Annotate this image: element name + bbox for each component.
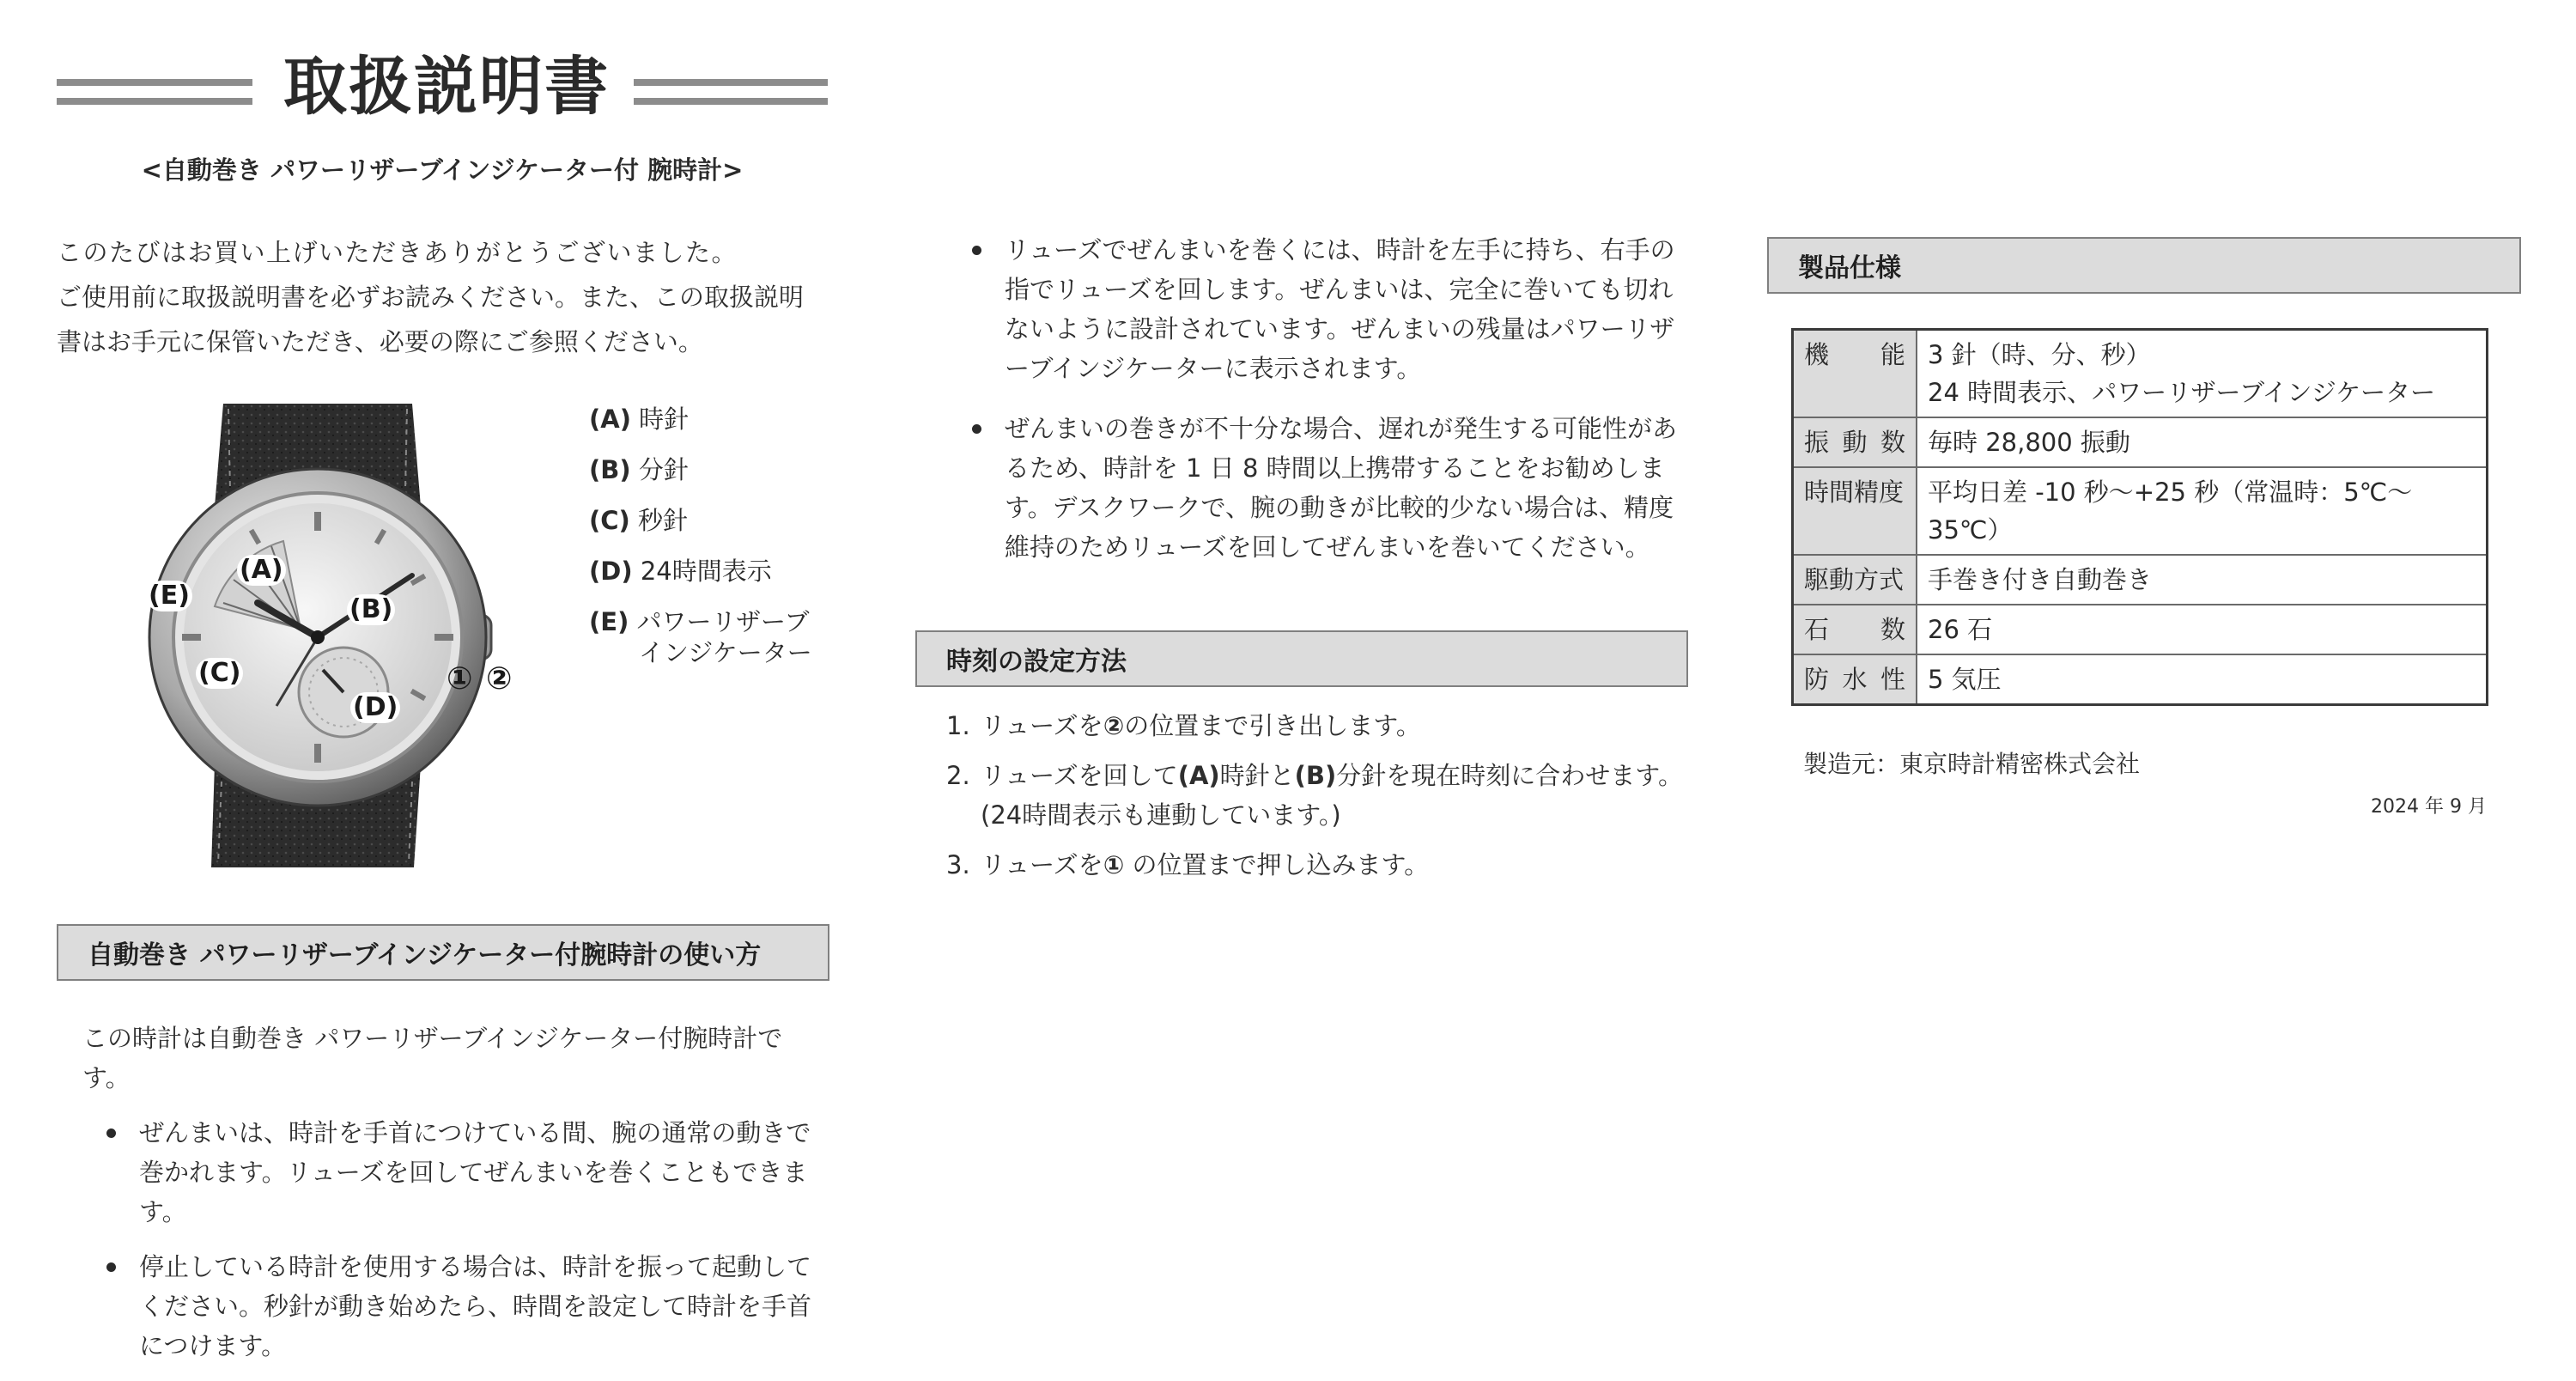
manufacturer: 製造元：東京時計精密株式会社 bbox=[1803, 750, 2141, 778]
title-rule-right-top bbox=[634, 79, 828, 86]
title-rule-left-bottom bbox=[57, 98, 252, 105]
legend-item-e bbox=[589, 606, 847, 668]
usage-intro: この時計は自動巻き パワーリザーブインジケーター付腕時計です。 bbox=[82, 1024, 783, 1092]
title-rule-left-top bbox=[57, 79, 252, 86]
spec-row-vibration bbox=[1793, 417, 2488, 467]
usage-bullet-1: ぜんまいは、時計を手首につけている間、腕の通常の動きで巻かれます。リューズを回してぜんまいを巻くこともできます。 bbox=[103, 1113, 829, 1232]
callout-b: (B) bbox=[347, 594, 395, 625]
spec-key: 時間精度 bbox=[1793, 467, 1917, 555]
usage-section-body bbox=[82, 1019, 829, 1381]
legend-item-d bbox=[589, 556, 847, 587]
intro-line-1: このたびはお買い上げいただきありがとうございました。 bbox=[57, 238, 738, 267]
spec-value-line1: 3 針（時、分、秒） bbox=[1928, 340, 2151, 369]
page-subtitle: <自動巻き パワーリザーブインジケーター付 腕時計> bbox=[141, 155, 744, 185]
spec-value: 手巻き付き自動巻き bbox=[1917, 555, 2488, 605]
crown-position-mark: ① bbox=[1103, 850, 1125, 879]
usage-bullet-2: 停止している時計を使用する場合は、時計を振って起動してください。秒針が動き始めたら、時間を設定して時計を手首につけます。 bbox=[103, 1247, 829, 1366]
spec-table bbox=[1791, 328, 2488, 706]
title-rule-right-bottom bbox=[634, 98, 828, 105]
callout-a: (A) bbox=[237, 555, 286, 586]
callout-c: (C) bbox=[196, 658, 243, 689]
spec-value bbox=[1917, 330, 2488, 418]
step-text: の位置まで押し込みます。 bbox=[1124, 850, 1430, 879]
spec-value: 26 石 bbox=[1917, 605, 2488, 654]
legend-item-a bbox=[589, 404, 847, 435]
spec-key: 石 数 bbox=[1793, 605, 1917, 654]
step-text: リューズを bbox=[981, 711, 1103, 740]
time-setting-header: 時刻の設定方法 bbox=[915, 630, 1688, 687]
spec-value: 平均日差 -10 秒～+25 秒（常温時：5℃～35℃） bbox=[1917, 467, 2488, 555]
spec-row-drive bbox=[1793, 555, 2488, 605]
spec-value: 毎時 28,800 振動 bbox=[1917, 417, 2488, 467]
crown-position-mark: ② bbox=[1103, 711, 1125, 740]
middle-bullet-2: ぜんまいの巻きが不十分な場合、遅れが発生する可能性があるため、時計を 1 日 8 時間以上携帯することをお勧めします。デスクワークで、腕の動きが比較的少ない場合は、精度維持のためリューズを回してぜんまいを巻いてください。 bbox=[969, 409, 1693, 567]
crown-position-1: ① bbox=[447, 661, 473, 697]
legend-label-line2: インジケーター bbox=[639, 638, 812, 667]
legend-key: (D) bbox=[589, 557, 633, 586]
step-1 bbox=[946, 706, 1702, 745]
step-note: (24時間表示も連動しています。) bbox=[981, 800, 1341, 830]
spec-value-line2: 24 時間表示、パワーリザーブインジケーター bbox=[1928, 378, 2436, 407]
step-3 bbox=[946, 845, 1702, 885]
hand-ref-b: (B) bbox=[1294, 761, 1337, 790]
legend-label: 秒針 bbox=[638, 506, 689, 535]
legend-label: 24時間表示 bbox=[640, 557, 772, 586]
spec-key: 振動数 bbox=[1793, 417, 1917, 467]
publication-date: 2024 年 9 月 bbox=[2371, 796, 2487, 818]
legend-item-c bbox=[589, 505, 847, 536]
legend-label: 分針 bbox=[638, 455, 689, 484]
step-text: リューズを bbox=[981, 850, 1103, 879]
spec-key: 機 能 bbox=[1793, 330, 1917, 418]
spec-row-function bbox=[1793, 330, 2488, 418]
spec-row-jewels bbox=[1793, 605, 2488, 654]
legend-key: (C) bbox=[589, 506, 630, 535]
crown-winding-notes bbox=[969, 230, 1693, 582]
intro-line-2: ご使用前に取扱説明書を必ずお読みください。また、この取扱説明 bbox=[57, 283, 805, 312]
legend-key: (A) bbox=[589, 405, 631, 434]
usage-section-header: 自動巻き パワーリザーブインジケーター付腕時計の使い方 bbox=[57, 924, 829, 981]
callout-e: (E) bbox=[146, 581, 192, 611]
legend-label: 時針 bbox=[639, 405, 690, 434]
spec-value: 5 気圧 bbox=[1917, 654, 2488, 705]
legend-item-b bbox=[589, 454, 847, 485]
intro-line-3: 書はお手元に保管いただき、必要の際にご参照ください。 bbox=[57, 327, 703, 356]
hand-ref-a: (A) bbox=[1177, 761, 1220, 790]
spec-row-water-resistance bbox=[1793, 654, 2488, 705]
step-number: 3. bbox=[946, 850, 970, 879]
watch-drawing bbox=[129, 404, 524, 867]
watch-illustration bbox=[129, 404, 524, 867]
step-2 bbox=[946, 756, 1702, 835]
step-text: の位置まで引き出します。 bbox=[1124, 711, 1421, 740]
legend-label: パワーリザーブ bbox=[636, 607, 810, 636]
middle-bullet-1: リューズでぜんまいを巻くには、時計を左手に持ち、右手の指でリューズを回します。ぜんまいは、完全に巻いても切れないように設計されています。ぜんまいの残量はパワーリザーブインジケーターに表示されます。 bbox=[969, 230, 1693, 388]
time-setting-steps bbox=[946, 706, 1702, 895]
step-text: リューズを回して bbox=[981, 761, 1178, 790]
legend-key: (B) bbox=[589, 455, 631, 484]
hand-legend bbox=[589, 404, 847, 688]
spec-key: 防水性 bbox=[1793, 654, 1917, 705]
crown-position-2: ② bbox=[486, 661, 513, 697]
step-text: 時針と bbox=[1219, 761, 1295, 790]
step-text: 分針を現在時刻に合わせます。 bbox=[1336, 761, 1683, 790]
intro-text bbox=[57, 230, 838, 364]
spec-section-header: 製品仕様 bbox=[1767, 237, 2521, 294]
step-number: 2. bbox=[946, 761, 970, 790]
step-number: 1. bbox=[946, 711, 970, 740]
page-title: 取扱説明書 bbox=[283, 50, 610, 124]
spec-row-accuracy bbox=[1793, 467, 2488, 555]
legend-key: (E) bbox=[589, 607, 629, 636]
spec-key: 駆動方式 bbox=[1793, 555, 1917, 605]
callout-d: (D) bbox=[350, 692, 400, 723]
